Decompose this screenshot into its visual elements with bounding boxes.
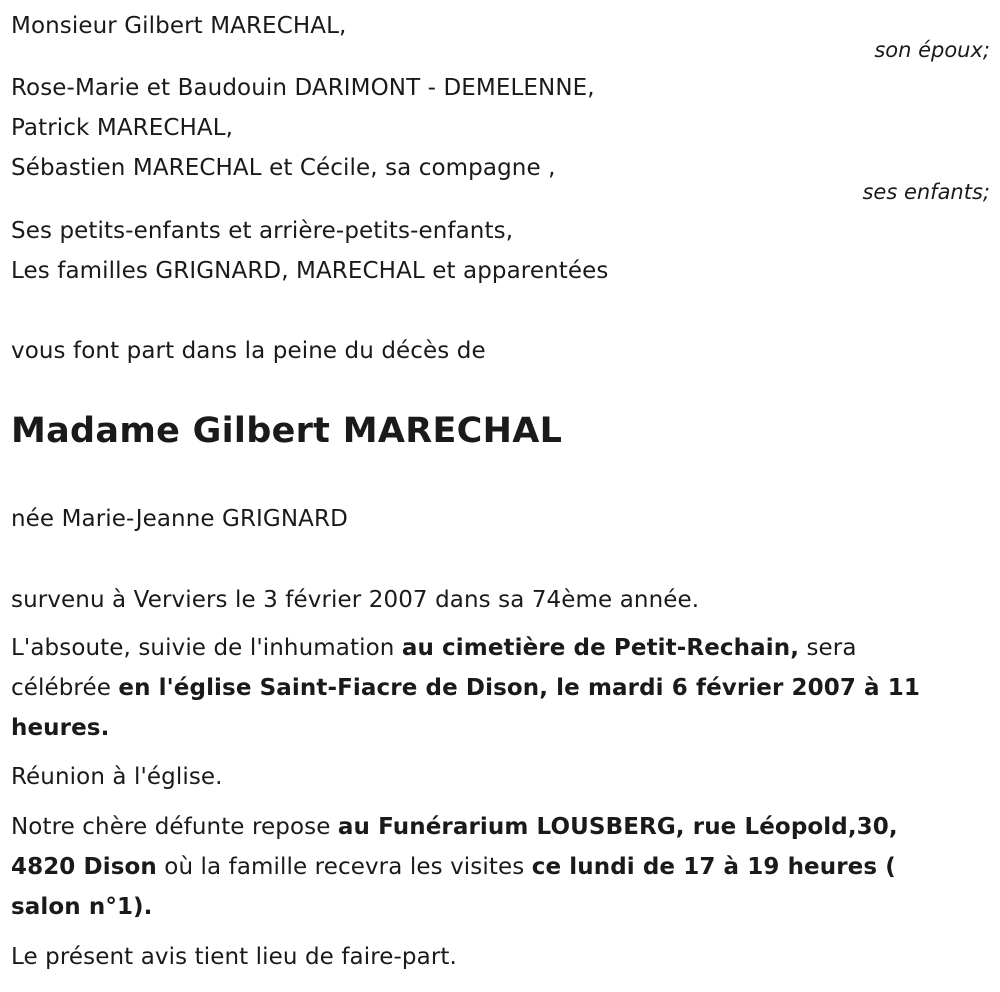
- ceremony-text-2: célébrée: [11, 675, 119, 701]
- spouse-role: son époux;: [874, 38, 990, 62]
- children-role: ses enfants;: [862, 180, 990, 204]
- ceremony-church-date: en l'église Saint-Fiacre de Dison, le mardi 6 février 2007 à 11: [118, 675, 920, 701]
- ceremony-tail-1: sera: [799, 635, 857, 661]
- child-line-2: Patrick MARECHAL,: [11, 115, 234, 141]
- child-line-3: Sébastien MARECHAL et Cécile, sa compagne ,: [11, 155, 556, 181]
- family-line-2: Les familles GRIGNARD, MARECHAL et apparentées: [11, 258, 609, 284]
- spouse-name: Monsieur Gilbert MARECHAL,: [11, 13, 347, 39]
- ceremony-line-1: [11, 628, 857, 668]
- repose-text-1: Notre chère défunte repose: [11, 814, 338, 840]
- child-line-1: Rose-Marie et Baudouin DARIMONT - DEMELENNE,: [11, 75, 595, 101]
- repose-salon: salon n°1).: [11, 894, 153, 920]
- death-info: survenu à Verviers le 3 février 2007 dans sa 74ème année.: [11, 587, 700, 613]
- maiden-name: née Marie-Jeanne GRIGNARD: [11, 506, 348, 532]
- ceremony-line-3: [11, 708, 109, 748]
- deceased-name: Madame Gilbert MARECHAL: [11, 411, 563, 451]
- repose-line-1: [11, 807, 898, 847]
- family-line-1: Ses petits-enfants et arrière-petits-enfants,: [11, 218, 514, 244]
- announcement-text: vous font part dans la peine du décès de: [11, 338, 486, 364]
- ceremony-cemetery: au cimetière de Petit-Rechain,: [401, 635, 800, 661]
- ceremony-hour: heures.: [11, 715, 110, 741]
- repose-line-2: [11, 847, 896, 887]
- repose-line-3: [11, 887, 153, 927]
- ceremony-text-1: L'absoute, suivie de l'inhumation: [11, 635, 402, 661]
- repose-visit-time: ce lundi de 17 à 19 heures (: [531, 854, 896, 880]
- ceremony-line-2: [11, 668, 920, 708]
- repose-funerarium: au Funérarium LOUSBERG, rue Léopold,30,: [337, 814, 898, 840]
- repose-city: 4820 Dison: [11, 854, 157, 880]
- repose-text-2: où la famille recevra les visites: [156, 854, 532, 880]
- meeting-text: Réunion à l'église.: [11, 764, 223, 790]
- closing-text: Le présent avis tient lieu de faire-part.: [11, 944, 457, 970]
